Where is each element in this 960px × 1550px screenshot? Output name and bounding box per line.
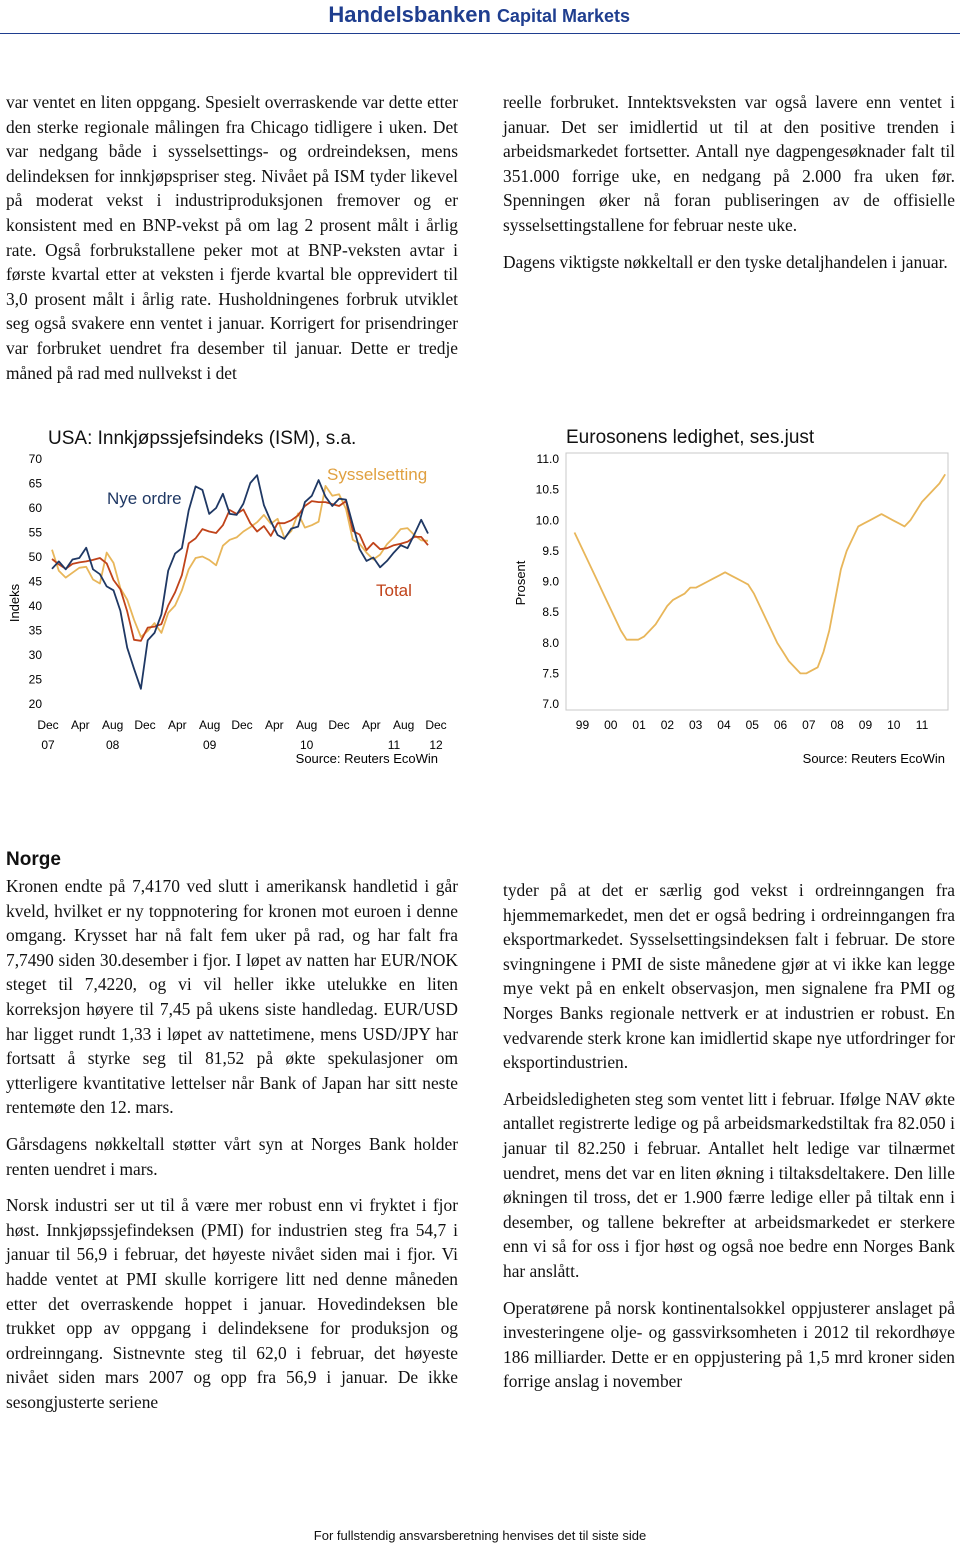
- paragraph: var ventet en liten oppgang. Spesielt overraskende var dette etter den sterke regionale målingen fra Chicago tidligere i uken. Det var nedgang både i sysselsettings- og ordreindeksen, mens delindeksen for innkjøpspriser steg. Nivået på ISM tyder likevel på moderat vekst i industriproduksjonen fremover og er konsistent med en BNP-vekst på om lag 2 prosent målt i årlig rate. Også forbrukstallene peker mot at BNP-veksten avtar i første kvartal etter at veksten i fjerde kvartal ble opprevidert til 3,0 prosent målt i årlig rate. Husholdningenes forbruk utviklet seg også svakere enn ventet i januar. Korrigert for prisendringer var forbruket uendret fra desember til januar. Dette er tredje måned på rad med nullvekst i det: [6, 92, 458, 383]
- paragraph: Operatørene på norsk kontinentalsokkel oppjusterer anslaget på investeringene olje- og gassvirksomheten i 2012 til rekordhøye 186 milliarder. Dette er en oppjustering på 1,5 mrd kroner siden forrige anslag i november: [503, 1297, 955, 1392]
- section-title-norge: Norge: [6, 849, 61, 870]
- series-line-total: [52, 501, 428, 641]
- y-axis-label: Indeks: [7, 583, 22, 623]
- ism-chart: [0, 418, 460, 778]
- x-year-label: 11: [387, 738, 401, 752]
- y-tick-label: 10.5: [535, 482, 559, 497]
- paragraph: Norsk industri ser ut til å være mer robust enn vi fryktet i fjor høst. Innkjøpssjefindeksen (PMI) for industrien steg fra 54,7 i januar til 56,9 i februar, det høyeste nivået siden mai i fjor. Vi hadde ventet at PMI skulle korrigere litt ned denne måneden etter det overraskende hoppet i januar. Hovedindeksen ble trukket opp av oppgang i delindeksene for produksjon og ordreinngang. Sistnevnte steg til 62,0 i februar, det høyeste nivået siden mars 2007 og opp fra 56,9 i januar. De ikke sesongjusterte seriene: [6, 1195, 458, 1412]
- x-tick-label: 03: [688, 718, 703, 732]
- x-tick-label: 01: [632, 718, 646, 732]
- y-tick-label: 40: [28, 599, 42, 613]
- chart-source: Source: Reuters EcoWin: [802, 751, 945, 766]
- x-tick-label: 04: [717, 718, 731, 732]
- paragraph: reelle forbruket. Inntektsveksten var også lavere enn ventet i januar. Det ser imidlertid ut til at den positive trenden i arbeidsmarkedet fortsetter. Antall nye dagpengesøknader falt til 351.000 forrige uke, en nedgang på 2.000 fra uken før. Spenningen øker nå foran publiseringen av de offisielle sysselsettingstallene for februar neste uke.: [503, 92, 955, 235]
- x-tick-label: Aug: [392, 718, 415, 732]
- x-tick-label: Apr: [361, 718, 381, 732]
- chart-source: Source: Reuters EcoWin: [295, 751, 438, 766]
- annotation-total: Total: [376, 581, 412, 600]
- eurozone-unemployment-chart: [500, 418, 960, 778]
- bottom-right-column: [503, 878, 955, 1406]
- x-year-label: 08: [105, 738, 120, 752]
- y-tick-label: 30: [28, 648, 42, 662]
- paragraph: Kronen endte på 7,4170 ved slutt i amerikansk handletid i går kveld, hvilket er ny toppnotering for kronen mot euroen i denne omgang. Krysset har nå falt fem uker på rad, og har falt fra 7,7490 siden 30.desember i fjor. I løpet av natten har EUR/NOK steget til 7,4220, og vi vil heller ikke utelukke en liten korreksjon høyere til 7,45 på ukens siste handledag. EUR/USD har ligget rundt 1,33 i løpet av nattetimene, mens USD/JPY har fortsatt å styrke seg til 81,52 på økte spekulasjoner om ytterligere kvantitative lettelser når Bank of Japan har sitt neste rentemøte den 12. mars.: [6, 876, 458, 1118]
- y-tick-label: 70: [28, 452, 42, 466]
- plot-frame: [566, 453, 948, 710]
- x-tick-label: Aug: [198, 718, 221, 732]
- x-year-label: 07: [41, 738, 55, 752]
- top-right-column: [503, 90, 955, 286]
- y-tick-label: 8.5: [542, 605, 559, 620]
- x-tick-label: 11: [915, 718, 929, 732]
- y-tick-label: 55: [28, 525, 42, 540]
- paragraph: Arbeidsledigheten steg som ventet litt i februar. Ifølge NAV økte antallet registrerte ledige og på arbeidsmarkedstiltak fra 82.050 i januar til 82.250 i februar. Antallet helt ledige var tilnærmet uendret, mens det var en liten økning i tiltaksdeltakere. Den lille økningen til tross, det er 1.900 færre ledige eller på tiltak enn i desember, og tallene bekrefter at arbeidsmarkedet er sterkere enn vi så for oss i fjor høst og også noe bedre enn Norges Bank har anslått.: [503, 1088, 955, 1281]
- y-tick-label: 10.0: [535, 513, 559, 528]
- brand-name: Handelsbanken: [328, 2, 491, 27]
- x-tick-label: Dec: [134, 718, 156, 732]
- x-tick-label: Apr: [167, 718, 187, 732]
- y-tick-label: 7.0: [542, 697, 559, 711]
- y-tick-label: 7.5: [542, 666, 559, 681]
- header-rule: [0, 33, 960, 34]
- x-tick-label: 02: [660, 718, 675, 732]
- x-tick-label: Aug: [101, 718, 124, 732]
- top-left-column: [6, 90, 458, 397]
- x-tick-label: Apr: [264, 718, 284, 732]
- x-tick-label: Dec: [425, 718, 447, 732]
- x-tick-label: 09: [858, 718, 873, 732]
- y-tick-label: 20: [28, 697, 42, 711]
- x-year-label: 10: [299, 738, 314, 752]
- y-tick-label: 50: [28, 550, 42, 564]
- x-tick-label: 08: [830, 718, 844, 732]
- y-tick-label: 60: [28, 501, 42, 515]
- y-tick-label: 65: [28, 476, 42, 491]
- annotation-nye-ordre: Nye ordre: [107, 489, 182, 508]
- x-tick-label: 10: [887, 718, 901, 732]
- y-axis-label: Prosent: [513, 560, 528, 606]
- x-year-label: 12: [429, 738, 443, 752]
- series-line-unemployment: [575, 474, 946, 673]
- x-tick-label: 07: [802, 718, 816, 732]
- x-year-label: 09: [202, 738, 217, 752]
- paragraph: Dagens viktigste nøkkeltall er den tyske detaljhandelen i januar.: [503, 251, 948, 272]
- y-tick-label: 25: [28, 672, 42, 687]
- annotation-sysselsetting: Sysselsetting: [327, 465, 428, 484]
- x-tick-label: Dec: [231, 718, 253, 732]
- paragraph: Gårsdagens nøkkeltall støtter vårt syn at Norges Bank holder renten uendret i mars.: [6, 1133, 458, 1179]
- x-tick-label: Dec: [37, 718, 59, 732]
- y-tick-label: 9.5: [542, 543, 559, 558]
- brand-sub: Capital Markets: [496, 6, 630, 26]
- x-tick-label: 06: [773, 718, 788, 732]
- paragraph: tyder på at det er særlig god vekst i ordreinngangen fra hjemmemarkedet, men det er også bedring i ordreinngangen fra eksportmarkedet. Sysselsettingsindeksen falt i februar. De store svingningene i PMI de siste månedene gjør at vi ikke kan legge mye vekt på en enkelt observasjon, men signalene fra PMI og Norges Banks regionale nettverk er at industrien er robust. En vedvarende sterk krone kan imidlertid skape nye utfordringer for eksportindustrien.: [503, 880, 955, 1073]
- chart-title: Eurosonens ledighet, ses.just: [566, 427, 815, 448]
- y-tick-label: 9.0: [542, 574, 559, 589]
- x-tick-label: Dec: [328, 718, 350, 732]
- x-tick-label: Apr: [70, 718, 90, 732]
- brand-logo: [328, 2, 630, 28]
- x-tick-label: 05: [745, 718, 759, 732]
- x-tick-label: 99: [575, 718, 590, 732]
- y-tick-label: 45: [28, 574, 42, 589]
- x-tick-label: 00: [604, 718, 618, 732]
- bottom-left-column: [6, 874, 458, 1426]
- y-tick-label: 35: [28, 623, 42, 638]
- chart-title: USA: Innkjøpssjefsindeks (ISM), s.a.: [48, 428, 357, 449]
- y-tick-label: 11.0: [536, 452, 559, 466]
- y-tick-label: 8.0: [542, 635, 559, 650]
- x-tick-label: Aug: [295, 718, 318, 732]
- footer-disclaimer: For fullstendig ansvarsberetning henvises det til siste side: [313, 1528, 647, 1543]
